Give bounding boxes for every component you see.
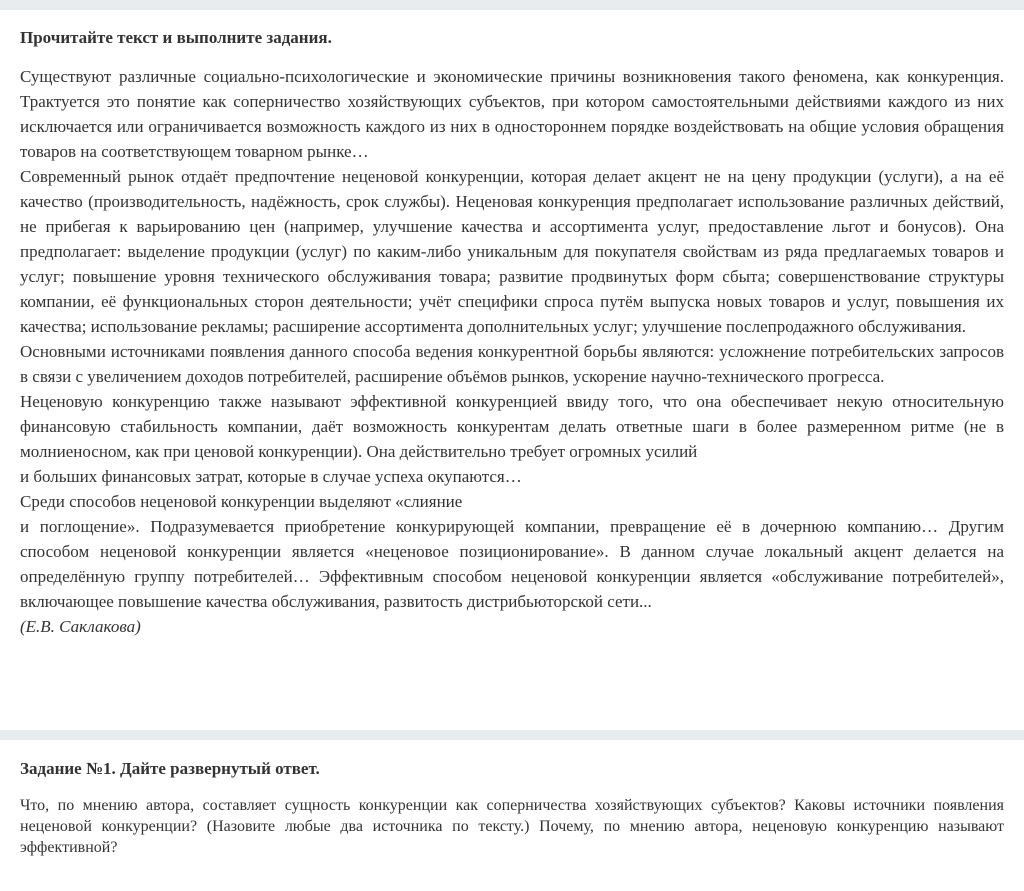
paragraph-6: Среди способов неценовой конкуренции выделяют «слияние: [20, 492, 463, 511]
paragraph-3: Основными источниками появления данного способа ведения конкурентной борьбы являются: усложнение потребительских запросов в связи с увеличением доходов потребителей, расширение объёмов рынков, ускорение научно-технического прогресса.: [20, 342, 1004, 386]
task-heading: Задание №1. Дайте развернутый ответ.: [20, 759, 320, 778]
paragraph-4: Неценовую конкуренцию также называют эффективной конкуренцией ввиду того, что она обеспечивает некую относительную финансовую стабильность компании, даёт возможность конкурентам делать ответные шаги в более размеренном ритме (не в молниеносном, как при ценовой конкуренции). Она действительно требует огромных усилий: [20, 392, 1004, 461]
author-attribution: (Е.В. Саклакова): [20, 617, 141, 636]
paragraph-5: и больших финансовых затрат, которые в случае успеха окупаются…: [20, 467, 522, 486]
task-question: Что, по мнению автора, составляет сущность конкуренции как соперничества хозяйствующих субъектов? Каковы источники появления неценовой конкуренции? (Назовите любые два источника по тексту.) Почему, по мнению автора, неценовую конкуренцию называют эффективной?: [20, 797, 1004, 856]
paragraph-1: Существуют различные социально-психологические и экономические причины возникновения такого феномена, как конкуренция. Трактуется это понятие как соперничество хозяйствующих субъектов, при котором самостоятельными действиями каждого из них исключается или ограничивается возможность каждого из них в одностороннем порядке воздействовать на общие условия обращения товаров на соответствующем товарном рынке…: [20, 67, 1004, 161]
top-strip: [0, 0, 1024, 10]
reading-card: [0, 10, 1024, 730]
reading-text: [20, 64, 1004, 639]
task-card: [0, 740, 1024, 891]
reading-heading: Прочитайте текст и выполните задания.: [20, 28, 332, 47]
paragraph-7: и поглощение». Подразумевается приобретение конкурирующей компании, превращение её в дочернюю компанию… Другим способом неценовой конкуренции является «неценовое позиционирование». В данном случае локальный акцент делается на определённую группу потребителей… Эффективным способом неценовой конкуренции является «обслуживание потребителей», включающее повышение качества обслуживания, развитость дистрибьюторской сети...: [20, 517, 1004, 611]
paragraph-2: Современный рынок отдаёт предпочтение неценовой конкуренции, которая делает акцент не на цену продукции (услуги), а на её качество (производительность, надёжность, срок службы). Неценовая конкуренция предполагает использование различных действий, не прибегая к варьированию цен (например, улучшение качества и ассортимента услуг, предоставление льгот и бонусов). Она предполагает: выделение продукции (услуг) по каким-либо уникальным для покупателя свойствам из ряда предлагаемых товаров и услуг; повышение уровня технического обслуживания товара; развитие продвинутых форм сбыта; совершенствование структуры компании, её функциональных сторон деятельности; учёт специфики спроса путём выпуска новых товаров и услуг, повышения их качества; использование рекламы; расширение ассортимента дополнительных услуг; улучшение послепродажного обслуживания.: [20, 167, 1004, 336]
section-separator: [0, 730, 1024, 740]
